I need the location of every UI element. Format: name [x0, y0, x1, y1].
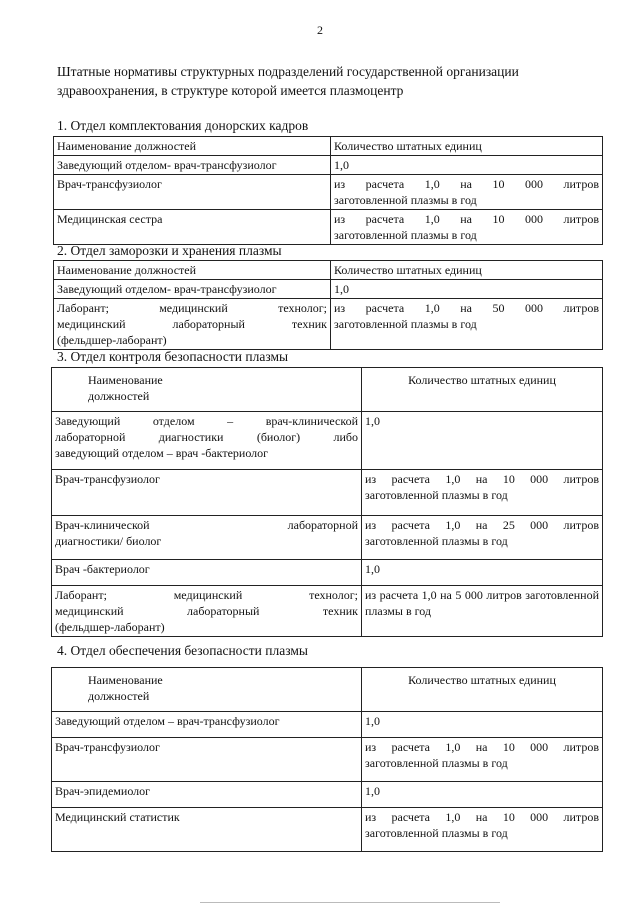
header-line: должностей	[88, 389, 150, 403]
section-1-table	[53, 136, 603, 245]
header-line: Наименование	[88, 673, 163, 687]
position-cell: Заведующий отделом – врач-трансфузиолог	[52, 712, 362, 738]
position-line: Лаборант; медицинский технолог;	[55, 588, 358, 602]
header-position	[52, 368, 362, 412]
count-cell: 1,0	[331, 156, 603, 175]
count-cell	[362, 738, 603, 782]
position-line: (фельдшер-лаборант)	[55, 620, 165, 634]
table-row	[52, 412, 603, 470]
position-line: (фельдшер-лаборант)	[57, 333, 167, 347]
count-cell: 1,0	[362, 712, 603, 738]
count-line: заготовленной плазмы в год	[365, 756, 508, 770]
header-line: Наименование	[88, 373, 163, 387]
document-title: Штатные нормативы структурных подразделений государственной организации здравоохранения, в структуре которой имеется плазмоцентр	[57, 64, 519, 98]
table-header-row	[52, 368, 603, 412]
table-row	[52, 470, 603, 516]
count-line: из расчета 1,0 на 5 000 литров заготовленной	[365, 588, 599, 602]
count-cell: 1,0	[362, 560, 603, 586]
count-line: из расчета 1,0 на 25 000 литров	[365, 518, 599, 532]
position-cell: Врач-трансфузиолог	[54, 175, 331, 210]
table-row	[52, 560, 603, 586]
section-1-title: 1. Отдел комплектования донорских кадров	[57, 118, 309, 133]
section-4-title: 4. Отдел обеспечения безопасности плазмы	[57, 643, 308, 658]
position-line: Лаборант; медицинский технолог;	[57, 301, 327, 315]
section-3-table	[51, 367, 603, 637]
count-line: заготовленной плазмы в год	[334, 193, 477, 207]
position-line: диагностики/ биолог	[55, 534, 162, 548]
position-cell	[54, 299, 331, 350]
header-position: Наименование должностей	[54, 137, 331, 156]
position-cell: Медицинская сестра	[54, 210, 331, 245]
count-line: заготовленной плазмы в год	[334, 317, 477, 331]
position-cell: Врач -бактериолог	[52, 560, 362, 586]
count-cell	[331, 210, 603, 245]
table-header-row	[54, 261, 603, 280]
table-row	[54, 210, 603, 245]
table-row	[52, 782, 603, 808]
position-line: медицинский лабораторный техник	[55, 604, 358, 618]
count-cell: 1,0	[331, 280, 603, 299]
position-cell: Медицинский статистик	[52, 808, 362, 852]
position-line: лабораторной диагностики (биолог) либо	[55, 430, 358, 444]
position-cell	[52, 516, 362, 560]
count-line: заготовленной плазмы в год	[334, 228, 477, 242]
position-cell: Заведующий отделом- врач-трансфузиолог	[54, 280, 331, 299]
count-cell	[362, 586, 603, 637]
count-line: из расчета 1,0 на 10 000 литров	[365, 810, 599, 824]
table-row	[54, 280, 603, 299]
table-row	[52, 738, 603, 782]
count-line: из расчета 1,0 на 10 000 литров	[365, 740, 599, 754]
position-line: Заведующий отделом – врач-клинической	[55, 414, 358, 428]
position-cell	[52, 412, 362, 470]
table-row	[52, 712, 603, 738]
position-line: Врач-клинической лабораторной	[55, 518, 358, 532]
position-line: заведующий отделом – врач -бактериолог	[55, 446, 269, 460]
count-line: плазмы в год	[365, 604, 432, 618]
header-position	[52, 668, 362, 712]
header-count: Количество штатных единиц	[331, 261, 603, 280]
count-line: из расчета 1,0 на 10 000 литров	[334, 177, 599, 191]
position-cell: Заведующий отделом- врач-трансфузиолог	[54, 156, 331, 175]
count-cell: 1,0	[362, 412, 603, 470]
header-count: Количество штатных единиц	[362, 668, 603, 712]
scan-edge-line	[200, 902, 500, 903]
count-cell	[331, 175, 603, 210]
header-count: Количество штатных единиц	[362, 368, 603, 412]
table-row	[52, 516, 603, 560]
table-header-row	[54, 137, 603, 156]
count-line: из расчета 1,0 на 10 000 литров	[365, 472, 599, 486]
count-line: заготовленной плазмы в год	[365, 488, 508, 502]
page-number: 2	[317, 23, 323, 37]
header-count: Количество штатных единиц	[331, 137, 603, 156]
count-line: заготовленной плазмы в год	[365, 534, 508, 548]
section-4-table	[51, 667, 603, 852]
position-line: медицинский лабораторный техник	[57, 317, 327, 331]
table-row	[52, 586, 603, 637]
table-row	[54, 299, 603, 350]
count-cell	[362, 808, 603, 852]
count-line: заготовленной плазмы в год	[365, 826, 508, 840]
position-cell: Врач-трансфузиолог	[52, 738, 362, 782]
position-cell: Врач-трансфузиолог	[52, 470, 362, 516]
count-cell	[362, 516, 603, 560]
count-line: из расчета 1,0 на 10 000 литров	[334, 212, 599, 226]
count-cell	[331, 299, 603, 350]
table-header-row	[52, 668, 603, 712]
section-2-table	[53, 260, 603, 350]
position-cell	[52, 586, 362, 637]
position-cell: Врач-эпидемиолог	[52, 782, 362, 808]
table-row	[54, 175, 603, 210]
table-row	[52, 808, 603, 852]
count-line: из расчета 1,0 на 50 000 литров	[334, 301, 599, 315]
header-line: должностей	[88, 689, 150, 703]
section-2-title: 2. Отдел заморозки и хранения плазмы	[57, 243, 282, 258]
section-3-title: 3. Отдел контроля безопасности плазмы	[57, 349, 289, 364]
count-cell	[362, 470, 603, 516]
count-cell: 1,0	[362, 782, 603, 808]
header-position: Наименование должностей	[54, 261, 331, 280]
table-row	[54, 156, 603, 175]
